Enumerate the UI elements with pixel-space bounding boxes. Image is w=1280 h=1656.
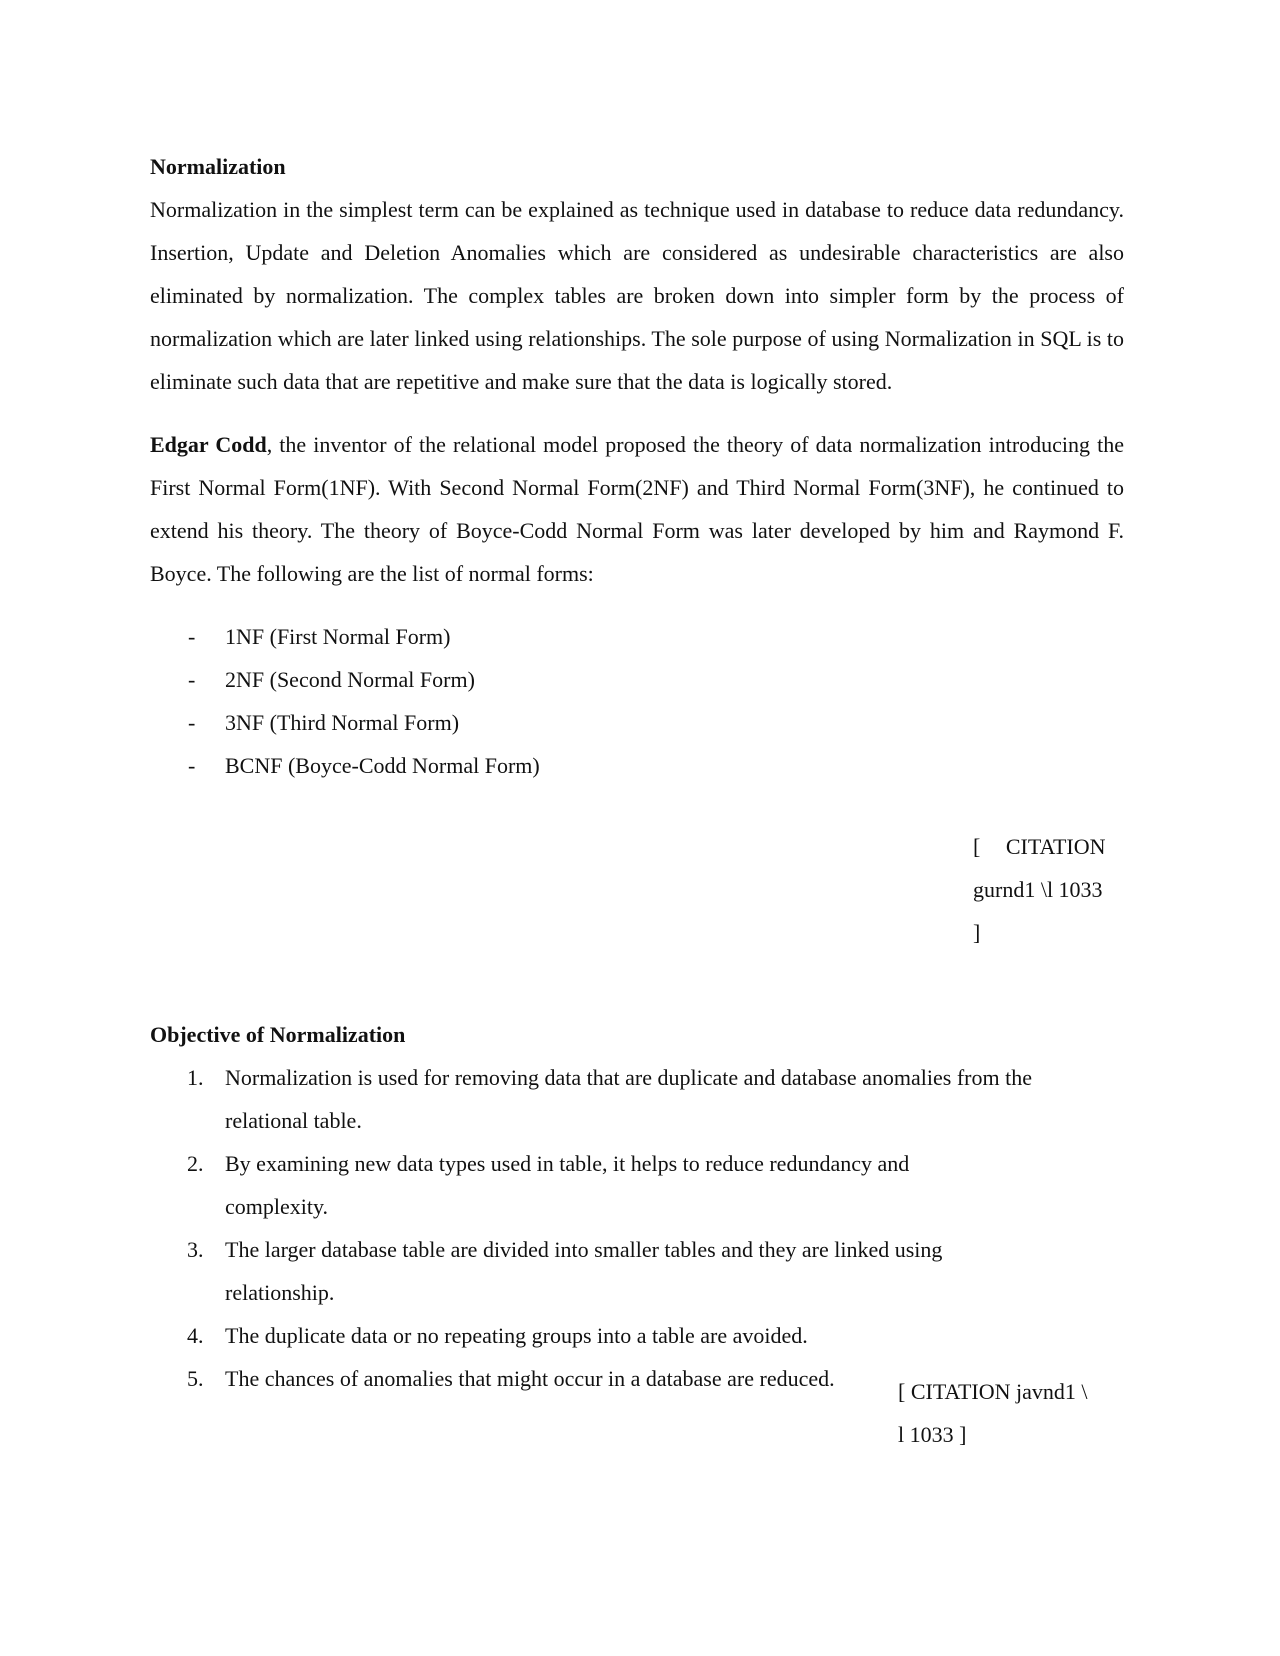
list-item-text: Normalization is used for removing data that are duplicate and database anomalies from the relational table. [225, 1065, 1032, 1133]
list-number: 3. [187, 1237, 204, 1262]
list-number: 4. [187, 1323, 204, 1348]
list-item [150, 658, 1124, 701]
citation-line: [ CITATION javnd1 \ [898, 1379, 1088, 1404]
bullet-dash: - [188, 667, 196, 692]
list-item-text: BCNF (Boyce-Codd Normal Form) [225, 753, 540, 778]
citation-javnd1 [898, 1370, 1128, 1456]
bullet-dash: - [188, 753, 196, 778]
list-item [150, 1056, 1045, 1142]
citation-line: [ CITATION [973, 834, 1106, 859]
list-number: 2. [187, 1151, 204, 1176]
list-number: 1. [187, 1065, 204, 1090]
document-page [150, 145, 1124, 1447]
list-item [150, 744, 1124, 787]
bullet-dash: - [188, 624, 196, 649]
citation-line: l 1033 ] [898, 1422, 967, 1447]
citation-line: ] [973, 920, 981, 945]
list-item [150, 1142, 970, 1228]
bullet-dash: - [188, 710, 196, 735]
section-heading-normalization: Normalization [150, 154, 286, 179]
list-item-text: The chances of anomalies that might occur in a database are reduced. [225, 1366, 835, 1391]
list-item [150, 1314, 1045, 1357]
list-item-text: The larger database table are divided into smaller tables and they are linked using relationship. [225, 1237, 943, 1305]
citation-line: gurnd1 \l 1033 [973, 877, 1103, 902]
list-item [150, 615, 1124, 658]
list-item [150, 701, 1124, 744]
objectives-list [150, 1056, 1124, 1400]
list-number: 5. [187, 1366, 204, 1391]
codd-name: Edgar Codd [150, 432, 267, 457]
codd-paragraph-text: , the inventor of the relational model proposed the theory of data normalization introducing the First Normal Form(1NF). With Second Normal Form(2NF) and Third Normal Form(3NF), he continued to extend his theory. The theory of Boyce-Codd Normal Form was later developed by him and Raymond F. Boyce. The following are the list of normal forms: [150, 432, 1124, 586]
list-item-text: 2NF (Second Normal Form) [225, 667, 475, 692]
normal-forms-list [150, 615, 1124, 787]
section-heading-objective: Objective of Normalization [150, 1022, 406, 1047]
list-item-text: The duplicate data or no repeating groups into a table are avoided. [225, 1323, 808, 1348]
list-item-text: By examining new data types used in table, it helps to reduce redundancy and complexity. [225, 1151, 910, 1219]
citation-gurnd1 [973, 825, 1125, 954]
list-item-text: 1NF (First Normal Form) [225, 624, 451, 649]
list-item-text: 3NF (Third Normal Form) [225, 710, 460, 735]
codd-paragraph [150, 423, 1124, 595]
list-item [150, 1228, 1015, 1314]
intro-paragraph: Normalization in the simplest term can be explained as technique used in database to reduce data redundancy. Insertion, Update and Deletion Anomalies which are considered as undesirable characteristics are also eliminated by normalization. The complex tables are broken down into simpler form by the process of normalization which are later linked using relationships. The sole purpose of using Normalization in SQL is to eliminate such data that are repetitive and make sure that the data is logically stored. [150, 197, 1124, 394]
